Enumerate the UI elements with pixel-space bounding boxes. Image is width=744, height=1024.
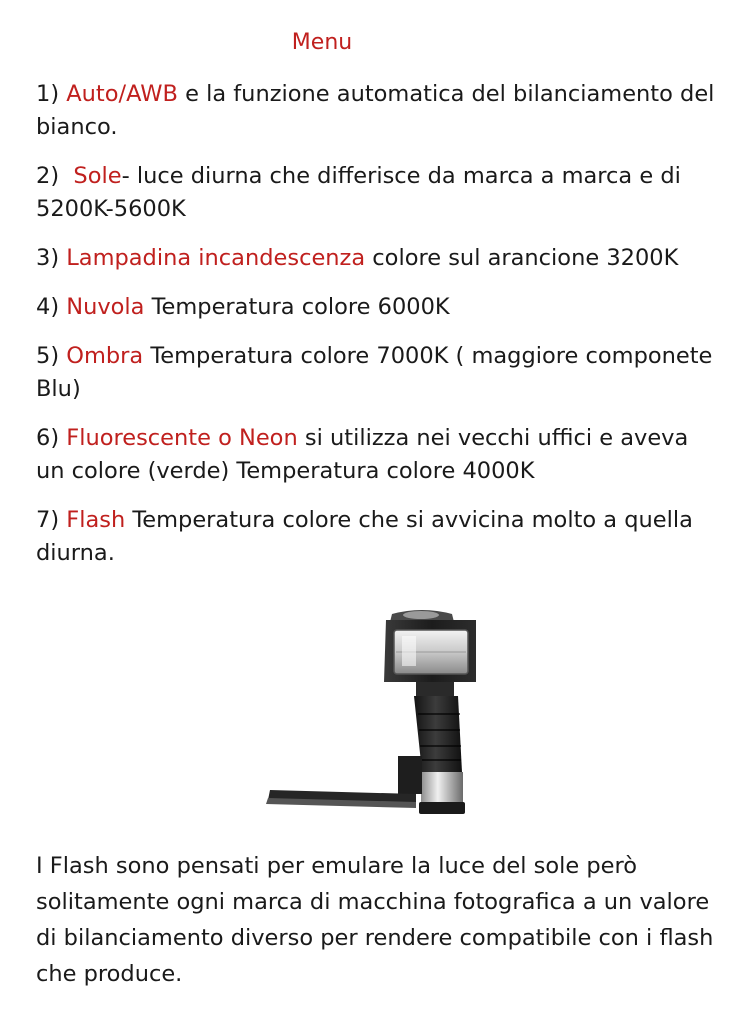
item-text: si utilizza nei vecchi uffici e aveva un colore (verde) Temperatura colore 4000K [36,425,689,484]
item-number: 6) [36,425,67,451]
flash-unit-icon [266,604,476,826]
item-number: 4) [36,294,67,320]
item-text: colore sul arancione 3200K [365,245,679,271]
item-number: 1) [36,81,67,107]
item-number: 3) [36,245,67,271]
item-highlight: Lampadina incandescenza [66,245,366,271]
item-highlight: Auto/AWB [66,81,178,107]
item-highlight: Flash [66,507,126,533]
list-item [36,242,716,275]
item-text: e la funzione automatica del bilanciamento del bianco. [36,81,715,140]
item-text: Temperatura colore che si avvicina molto a quella diurna. [36,507,693,566]
item-text: - luce diurna che differisce da marca a marca e di 5200K-5600K [36,163,681,222]
flash-unit-image [266,604,476,826]
white-balance-list [36,78,716,586]
list-item [36,422,716,488]
item-text: Temperatura colore 7000K ( maggiore componete Blu) [36,343,713,402]
item-highlight: Ombra [66,343,144,369]
item-highlight: Sole [73,163,122,189]
list-item [36,291,716,324]
item-number: 5) [36,343,67,369]
item-number: 7) [36,507,67,533]
item-highlight: Fluorescente o Neon [66,425,298,451]
page-title: Menu [291,30,353,55]
list-item [36,78,716,144]
item-text: Temperatura colore 6000K [144,294,450,320]
list-item [36,504,716,570]
item-number: 2) [36,163,74,189]
list-item [36,160,716,226]
list-item [36,340,716,406]
item-highlight: Nuvola [66,294,145,320]
caption-paragraph: I Flash sono pensati per emulare la luce del sole però solitamente ogni marca di macchina fotografica a un valore di bilanciamento diverso per rendere compatibile con i flash che produce. [36,853,714,987]
